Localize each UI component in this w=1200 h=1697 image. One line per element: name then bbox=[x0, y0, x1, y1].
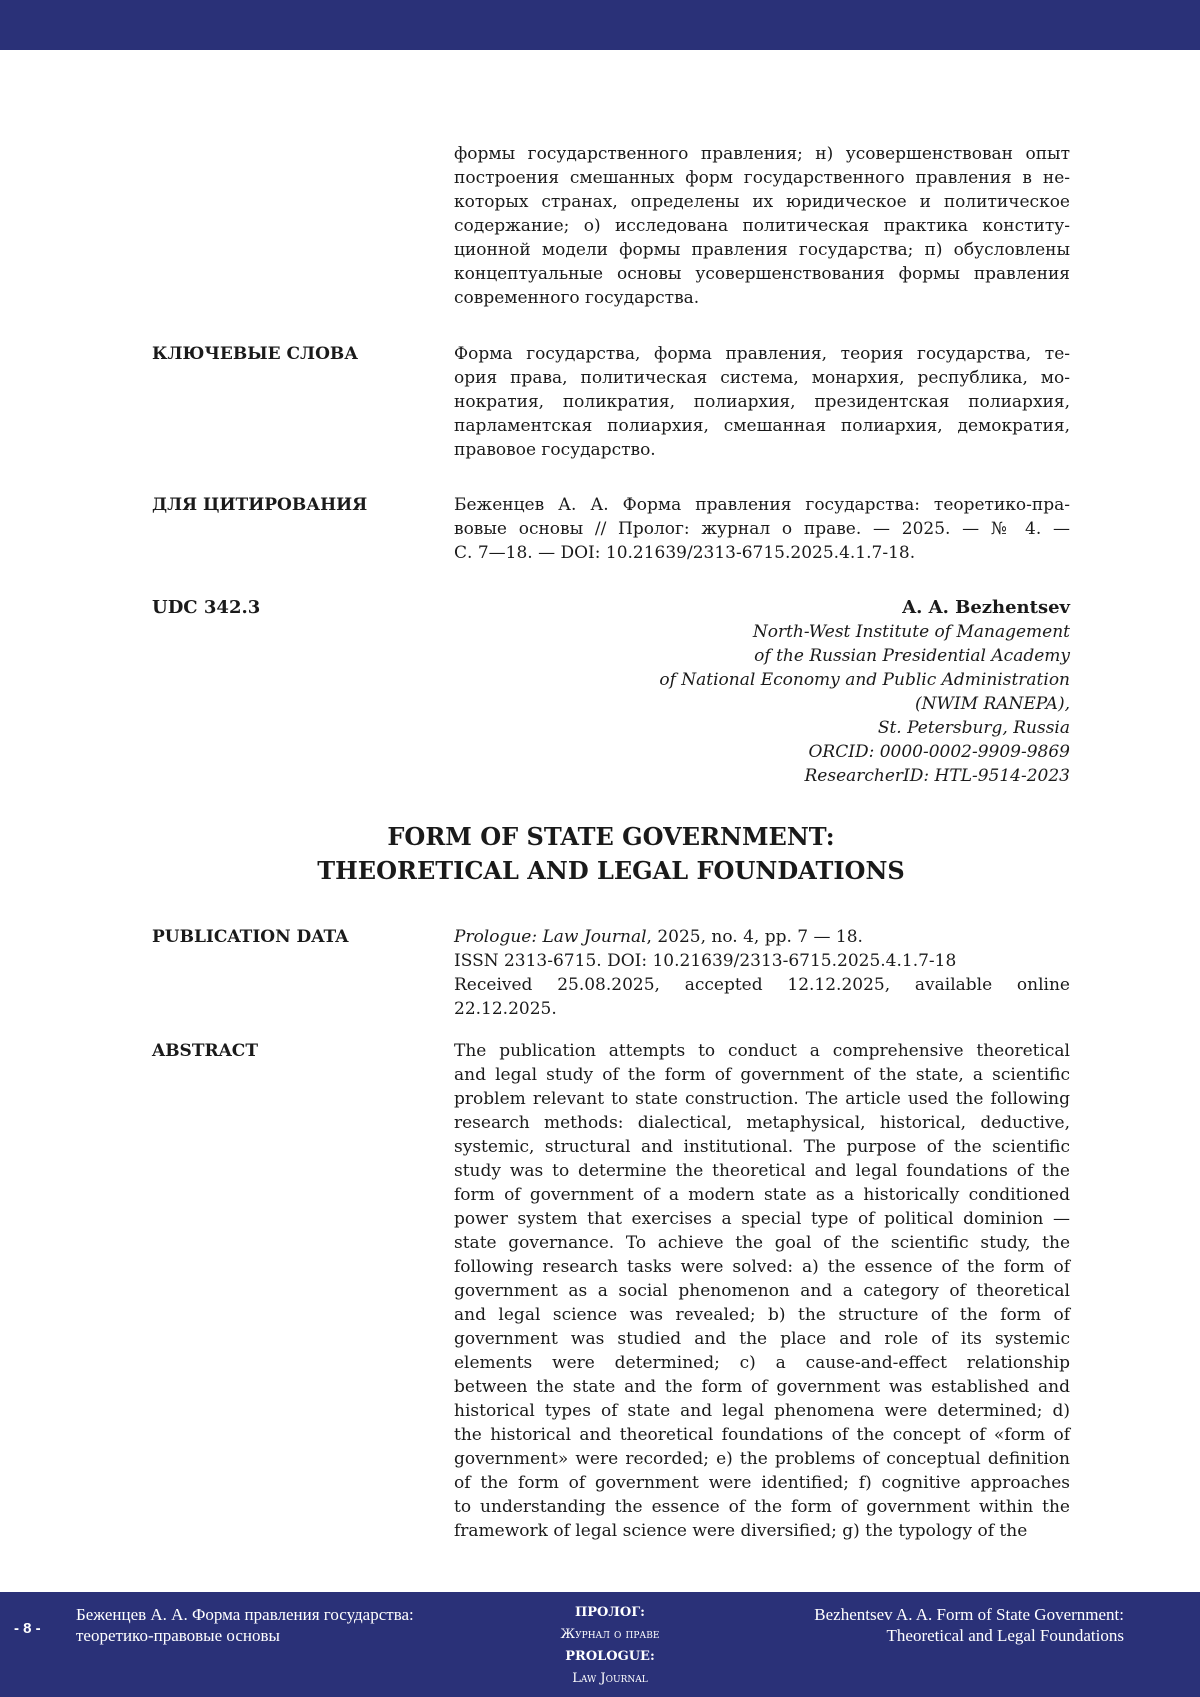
author-affiliation bbox=[659, 620, 1070, 788]
abstract-ru-text bbox=[454, 142, 1070, 310]
citation-line: вовые основы // Пролог: журнал о праве. — 2025. — № 4. — bbox=[454, 519, 1070, 539]
publication-data-text bbox=[454, 925, 1070, 1021]
text-line: содержание; о) исследована политическая практика конститу- bbox=[454, 216, 1070, 236]
abstract-line: framework of legal science were diversified; g) the typology of the bbox=[454, 1521, 1028, 1541]
affiliation-line: (NWIM RANEPA), bbox=[914, 694, 1070, 714]
abstract-label: ABSTRACT bbox=[152, 1041, 258, 1061]
abstract-line: government was studied and the place and role of its systemic bbox=[454, 1329, 1070, 1349]
citation-line: Беженцев А. А. Форма правления государства: теоретико-пра- bbox=[454, 495, 1070, 515]
citation-ru-text bbox=[454, 493, 1070, 565]
keyword-line: нократия, поликратия, полиархия, президентская полиархия, bbox=[454, 392, 1070, 412]
abstract-line: of the form of government were identified; f) cognitive approaches bbox=[454, 1473, 1070, 1493]
affiliation-line: of National Economy and Public Administration bbox=[659, 670, 1070, 690]
abstract-line: and legal study of the form of government of the state, a scientific bbox=[454, 1065, 1070, 1085]
abstract-line: to understanding the essence of the form of government within the bbox=[454, 1497, 1070, 1517]
footer-bar bbox=[0, 1592, 1200, 1697]
keyword-line: ория права, политическая система, монархия, республика, мо- bbox=[454, 368, 1070, 388]
citation-line: С. 7—18. — DOI: 10.21639/2313-6715.2025.4.1.7-18. bbox=[454, 543, 916, 563]
author-block bbox=[659, 596, 1070, 788]
title-line-2: THEORETICAL AND LEGAL FOUNDATIONS bbox=[317, 856, 905, 885]
keywords-ru-label: КЛЮЧЕВЫЕ СЛОВА bbox=[152, 344, 359, 364]
udc-label: UDC 342.3 bbox=[152, 597, 261, 618]
abstract-text bbox=[454, 1039, 1070, 1543]
abstract-line: research methods: dialectical, metaphysical, historical, deductive, bbox=[454, 1113, 1070, 1133]
publication-line-3: Received 25.08.2025, accepted 12.12.2025, available online bbox=[454, 975, 1070, 995]
publication-data-label: PUBLICATION DATA bbox=[152, 927, 349, 947]
header-bar bbox=[0, 0, 1200, 50]
abstract-line: systemic, structural and institutional. The purpose of the scientific bbox=[454, 1137, 1070, 1157]
affiliation-line: St. Petersburg, Russia bbox=[877, 718, 1070, 738]
affiliation-line: ResearcherID: HTL-9514-2023 bbox=[804, 766, 1070, 786]
abstract-line: and legal science was revealed; b) the structure of the form of bbox=[454, 1305, 1070, 1325]
abstract-line: government as a social phenomenon and a category of theoretical bbox=[454, 1281, 1070, 1301]
abstract-line: The publication attempts to conduct a comprehensive theoretical bbox=[454, 1041, 1070, 1061]
affiliation-line: North-West Institute of Management bbox=[752, 622, 1070, 642]
abstract-line: study was to determine the theoretical and legal foundations of the bbox=[454, 1161, 1070, 1181]
footer-journal: ПРОЛОГ: Журнал о праве PROLOGUE: Law Journal bbox=[560, 1605, 660, 1686]
text-line: концептуальные основы усовершенствования формы правления bbox=[454, 264, 1070, 284]
abstract-line: state governance. To achieve the goal of the scientific study, the bbox=[454, 1233, 1070, 1253]
abstract-line: problem relevant to state construction. The article used the following bbox=[454, 1089, 1070, 1109]
keyword-line: Форма государства, форма правления, теория государства, те- bbox=[454, 344, 1070, 364]
publication-line-4: 22.12.2025. bbox=[454, 999, 557, 1019]
text-line: которых странах, определены их юридическое и политическое bbox=[454, 192, 1070, 212]
footer-right: Bezhentsev A. A. Form of State Government: Theoretical and Legal Foundations bbox=[814, 1605, 1124, 1645]
publication-line-2: ISSN 2313-6715. DOI: 10.21639/2313-6715.2025.4.1.7-18 bbox=[454, 951, 957, 971]
affiliation-line: of the Russian Presidential Academy bbox=[754, 646, 1070, 666]
page-number: - 8 - bbox=[14, 1620, 41, 1637]
citation-ru-label: ДЛЯ ЦИТИРОВАНИЯ bbox=[152, 495, 368, 515]
abstract-line: historical types of state and legal phenomena were determined; d) bbox=[454, 1401, 1070, 1421]
affiliation-line: ORCID: 0000-0002-9909-9869 bbox=[808, 742, 1070, 762]
abstract-line: form of government of a modern state as a historically conditioned bbox=[454, 1185, 1070, 1205]
text-line: построения смешанных форм государственного правления в не- bbox=[454, 168, 1070, 188]
footer-left: Беженцев А. А. Форма правления государства: теоретико-правовые основы bbox=[76, 1605, 414, 1645]
publication-line-1: Prologue: Law Journal, 2025, no. 4, pp. 7 — 18. bbox=[454, 927, 863, 947]
abstract-line: power system that exercises a special type of political dominion — bbox=[454, 1209, 1070, 1229]
text-line: современного государства. bbox=[454, 288, 700, 308]
abstract-line: following research tasks were solved: a) the essence of the form of bbox=[454, 1257, 1070, 1277]
keyword-line: правовое государство. bbox=[454, 440, 656, 460]
abstract-line: elements were determined; c) a cause-and-effect relationship bbox=[454, 1353, 1070, 1373]
abstract-line: government» were recorded; e) the problems of conceptual definition bbox=[454, 1449, 1070, 1469]
author-name: A. A. Bezhentsev bbox=[902, 597, 1070, 618]
text-line: ционной модели формы правления государства; п) обусловлены bbox=[454, 240, 1070, 260]
text-line: формы государственного правления; н) усовершенствован опыт bbox=[454, 144, 1070, 164]
abstract-line: the historical and theoretical foundations of the concept of «form of bbox=[454, 1425, 1070, 1445]
article-title bbox=[152, 820, 1070, 888]
journal-name: Prologue: Law Journal bbox=[454, 927, 647, 947]
keyword-line: парламентская полиархия, смешанная полиархия, демократия, bbox=[454, 416, 1070, 436]
title-line-1: FORM OF STATE GOVERNMENT: bbox=[387, 822, 835, 851]
abstract-line: between the state and the form of government was established and bbox=[454, 1377, 1070, 1397]
keywords-ru-text bbox=[454, 342, 1070, 462]
